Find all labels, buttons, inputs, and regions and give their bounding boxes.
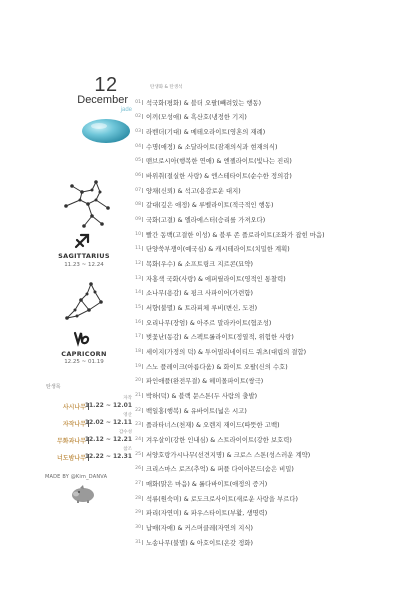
flower-stone-text: 국화(고결) & 엘라에스터(승리를 가져오다) [146,217,266,225]
list-item [131,505,416,520]
legend-tree-name: 무화과나무 [57,438,86,445]
list-item [131,359,416,374]
list-item [131,227,416,242]
day-number: 31 [135,539,141,545]
made-by-credit: MADE BY @Kim_DANVA [45,474,108,480]
legend-subtitle: 자작 [123,396,132,401]
row-divider [142,422,143,427]
flower-stone-text: 백일홍(행복) & 유바이트(넓은 시고) [146,407,247,415]
flower-stone-text: 단양쑥부쟁이(예국심) & 캐시테라이트(치밀한 계획) [146,246,290,254]
day-number: 01 [135,99,141,105]
day-number: 11 [135,246,141,252]
flower-stone-text: 오리나무(장엄) & 아주르 말라카이트(협조성) [146,319,272,327]
flower-stone-text: 이끼(모성애) & 흑산호(냉정한 기지) [146,114,247,122]
list-item [131,417,416,432]
sagittarius-dates: 11.23 ~ 12.24 [64,262,104,268]
flower-stone-text: 빨간 동백(고결한 이성) & 블루 존 플로라이트(조화가 잡힌 마음) [146,231,325,239]
list-item [131,154,416,169]
row-divider [142,496,143,501]
row-divider [142,364,143,369]
flower-stone-text: 노송나무(불멸) & 아호이트(온갖 정화) [146,539,254,547]
list-item [131,198,416,213]
list-item [131,286,416,301]
row-divider [142,437,143,442]
list-item [131,344,416,359]
flower-stone-text: 크리스마스 로즈(추억) & 퍼플 다이아몬드(숨은 비밀) [146,466,294,474]
flower-stone-text: 플라타너스(천재) & 오렌지 재이드(따뜻한 고백) [146,422,280,430]
flower-stone-text: 양채(신뢰) & 석고(용감로운 대지) [146,187,241,195]
birth-tree-legend-row [38,396,132,412]
list-item [131,139,416,154]
capricorn-dates: 12.25 ~ 01.19 [64,359,104,365]
list-item [131,315,416,330]
flower-stone-text: 수명(애정) & 소달라이트(잠재의식과 현재의식) [146,143,278,151]
day-number: 02 [135,114,141,120]
list-item [131,491,416,506]
day-number: 19 [135,363,141,369]
row-divider [142,525,143,530]
flower-stone-text: 납매(자애) & 커스머클레(자연의 지식) [146,524,254,532]
birth-tree-legend-row [38,413,132,429]
day-number: 07 [135,187,141,193]
day-number: 15 [135,305,141,311]
flower-stone-text: 서향(불멸) & 트라피체 루비(변신, 도전) [146,305,258,313]
day-number: 25 [135,451,141,457]
capricorn-constellation-icon [55,280,111,330]
day-number: 28 [135,495,141,501]
list-item [131,183,416,198]
row-divider [142,540,143,545]
legend-tree-name: 너도밤나무 [57,455,86,462]
list-item [131,300,416,315]
flower-stone-text: 갈대(깊은 애정) & 루벨라이트(적극적인 행동) [146,202,274,210]
day-number: 13 [135,275,141,281]
day-number: 20 [135,378,141,384]
birthstone-name: jade [120,107,132,113]
day-number: 30 [135,524,141,530]
list-item [131,124,416,139]
row-divider [142,305,143,310]
row-divider [142,202,143,207]
flower-stone-text: 석류(원숙미) & 로도크로사이트(새로운 사랑을 부르다) [146,495,298,503]
row-divider [142,408,143,413]
row-divider [142,276,143,281]
day-number: 23 [135,422,141,428]
birth-tree-legend-row [38,430,132,446]
day-number: 10 [135,231,141,237]
legend-date-range: 12.12 ~ 12.21 [84,436,132,443]
row-divider [142,246,143,251]
row-divider [142,320,143,325]
row-divider [142,393,143,398]
day-number: 21 [135,392,141,398]
legend-tree-name: 자작나무 [62,421,86,428]
flower-stone-text: 파인애플(완전무결) & 헤미몰파이트(쌍극) [146,378,264,386]
capricorn-name: CAPRICORN [61,350,107,358]
flower-stone-text: 파리(자연미) & 파우스타이트(부활, 생명력) [146,510,268,518]
row-divider [142,100,143,105]
flower-stone-text: 소나무(용감) & 핑크 사파이어(가련함) [146,290,254,298]
day-number: 03 [135,129,141,135]
jade-gem-icon [81,118,131,144]
legend-date-range: 12.22 ~ 12.31 [84,453,132,460]
list-item [131,212,416,227]
day-number: 04 [135,143,141,149]
row-divider [142,188,143,193]
day-number: 16 [135,319,141,325]
date-day: 12 [94,74,118,96]
legend-subtitle: 감수성 [118,430,132,435]
row-divider [142,349,143,354]
list-item [131,476,416,491]
flower-stone-text: 세이지(가정의 덕) & 투어멀리네이티드 쿼츠(대립의 결합) [146,348,307,356]
list-item [131,95,416,110]
legend-subtitle: 영산 [123,413,132,418]
birth-tree-legend-title: 탄생목 [46,384,61,390]
list-item [131,373,416,388]
list-item [131,461,416,476]
legend-tree-name: 사시나무 [62,404,86,411]
flower-stone-text: 바위취(절실한 사랑) & 엔스테타이트(순수한 정의감) [146,173,292,181]
day-number: 29 [135,510,141,516]
sagittarius-symbol-icon [73,232,91,250]
legend-date-range: 11.22 ~ 12.01 [84,402,132,409]
flower-stone-text: 석국화(평화) & 블더 오팔(빼려있는 행동) [146,99,262,107]
list-item [131,242,416,257]
day-number: 08 [135,202,141,208]
row-divider [142,334,143,339]
list-item [131,271,416,286]
row-divider [142,466,143,471]
row-divider [142,144,143,149]
flower-stone-text: 박하(덕) & 블랙 문스톤(두 사람의 출발) [146,392,258,400]
capricorn-symbol-icon [73,329,91,347]
flower-stone-text: 겨우살이(강한 인내심) & 스트라이이트(강한 보호력) [146,436,292,444]
flower-stone-text: 서양호랑가시나무(선견지명) & 크로스 스톤(성스러운 계약) [146,451,311,459]
list-item [131,535,416,550]
row-divider [142,481,143,486]
row-divider [142,158,143,163]
legend-subtitle: 참조 [123,447,132,452]
legend-date-range: 12.02 ~ 12.11 [84,419,132,426]
row-divider [142,217,143,222]
list-item [131,520,416,535]
row-divider [142,129,143,134]
birth-tree-legend-row [38,447,132,463]
date-month: December [77,94,128,106]
list-item [131,403,416,418]
day-number: 24 [135,436,141,442]
list-item [131,330,416,345]
list-item [131,168,416,183]
day-number: 05 [135,158,141,164]
day-number: 14 [135,290,141,296]
day-number: 18 [135,348,141,354]
list-item [131,256,416,271]
day-number: 17 [135,334,141,340]
list-item [131,432,416,447]
row-divider [142,114,143,119]
flower-stone-text: 목화(우수) & 소프트링크 지르콘(묘약) [146,261,254,269]
row-divider [142,378,143,383]
day-number: 06 [135,173,141,179]
row-divider [142,232,143,237]
flower-stone-text: 벚꽃난(동감) & 스펙트롤라이트(정열적, 위험한 사랑) [146,334,294,342]
list-header-label: 탄생화 & 탄생석 [150,85,183,90]
flower-stone-text: 매화(맑은 마음) & 롤다바이트(애정의 증거) [146,480,268,488]
day-number: 27 [135,480,141,486]
flower-stone-text: 자홍색 국화(사랑) & 에퍼릴라이트(영적인 통찰력) [146,275,286,283]
list-item [131,447,416,462]
pig-mascot-icon [70,484,96,504]
day-number: 26 [135,466,141,472]
flower-stone-text: 맨브로시아(행복한 연애) & 엔젤라이트(빛나는 진리) [146,158,292,166]
row-divider [142,261,143,266]
row-divider [142,452,143,457]
list-item [131,110,416,125]
sagittarius-name: SAGITTARIUS [58,252,110,260]
flower-stone-text: 라벤더(기대) & 메테오라이트(영혼의 재례) [146,129,266,137]
row-divider [142,290,143,295]
flower-stone-text: 스노 플레이크(아름다움) & 화이트 오팔(신의 수호) [146,363,288,371]
day-number: 09 [135,217,141,223]
day-number: 12 [135,261,141,267]
row-divider [142,173,143,178]
daily-flower-stone-list [131,95,416,549]
day-number: 22 [135,407,141,413]
list-item [131,388,416,403]
row-divider [142,510,143,515]
